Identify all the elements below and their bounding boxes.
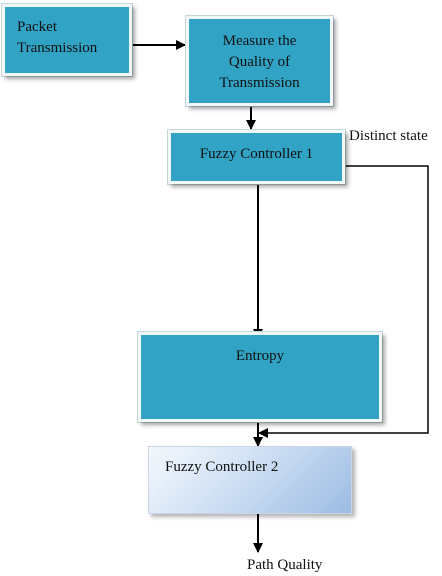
measure-quality-label: Measure the Quality of Transmission [219, 33, 300, 91]
entropy-label: Entropy [235, 348, 285, 364]
fuzzy-controller-2-node [148, 446, 352, 514]
fuzzy-controller-1-label: Fuzzy Controller 1 [199, 146, 314, 162]
path-quality-label: Path Quality [247, 557, 323, 573]
packet-transmission-node [2, 4, 132, 76]
entropy-node [138, 332, 382, 422]
distinct-state-label: Distinct state [349, 128, 428, 144]
fuzzy-controller-1-node [168, 130, 345, 184]
measure-quality-node [186, 16, 333, 106]
packet-transmission-label: Packet Transmission [17, 19, 98, 56]
fuzzy-controller-2-label: Fuzzy Controller 2 [165, 459, 279, 475]
